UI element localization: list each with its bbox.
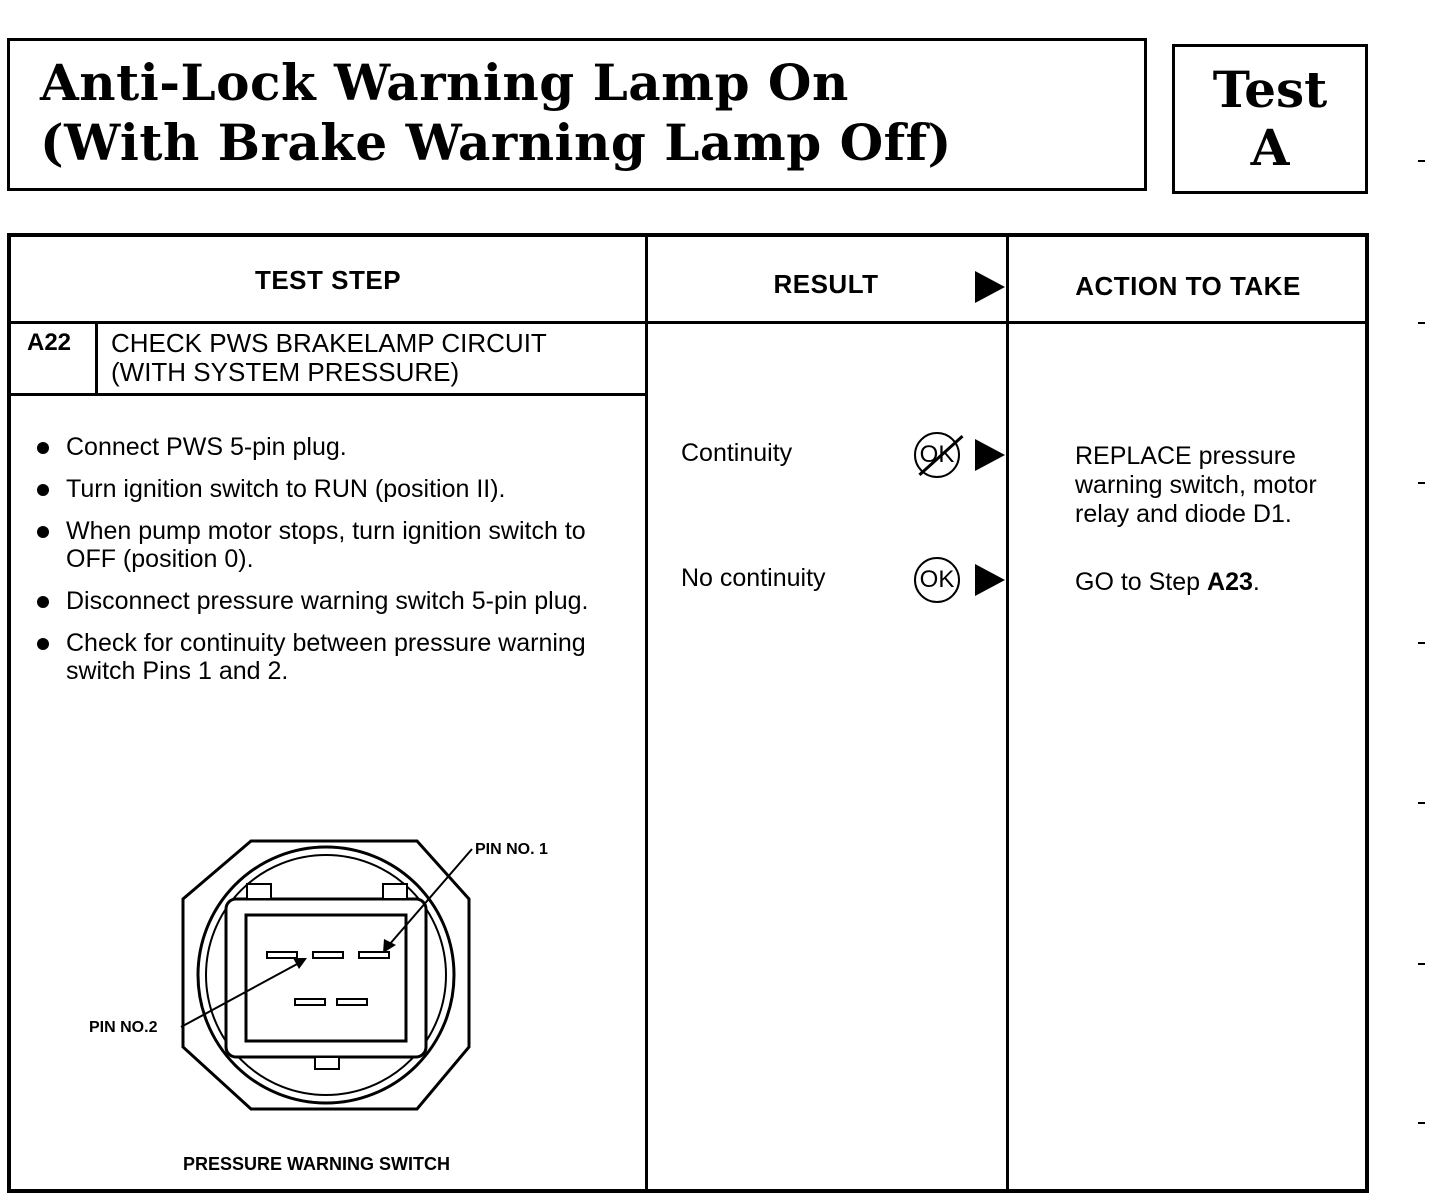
margin-tick bbox=[1418, 160, 1425, 162]
divider-col-1 bbox=[645, 237, 648, 1189]
step-id: A22 bbox=[27, 329, 72, 356]
header-row-divider bbox=[11, 321, 1365, 324]
result-no-continuity: No continuity bbox=[681, 564, 826, 592]
result-continuity: Continuity bbox=[681, 439, 793, 467]
result-arrow-icon bbox=[975, 564, 1005, 596]
action-go-to-step: GO to Step A23. bbox=[1075, 568, 1260, 596]
result-arrow-icon bbox=[975, 439, 1005, 471]
title-line-1: Anti-Lock Warning Lamp On bbox=[40, 53, 849, 112]
step-title bbox=[111, 329, 547, 387]
connector-key bbox=[315, 1057, 339, 1069]
instruction-list bbox=[31, 433, 631, 699]
ok-crossed-icon bbox=[914, 432, 960, 478]
margin-tick bbox=[1418, 1122, 1425, 1124]
margin-tick bbox=[1418, 642, 1425, 644]
action-replace: REPLACE pressure warning switch, motor relay and diode D1. bbox=[1075, 442, 1317, 528]
divider-col-2 bbox=[1006, 237, 1009, 1189]
test-id-box bbox=[1172, 44, 1368, 194]
pressure-switch-diagram bbox=[71, 827, 548, 1147]
pin-slot bbox=[337, 999, 367, 1005]
instruction-item: Disconnect pressure warning switch 5-pin plug. bbox=[31, 587, 631, 615]
instruction-item: Connect PWS 5-pin plug. bbox=[31, 433, 631, 461]
instruction-item: Check for continuity between pressure warning switch Pins 1 and 2. bbox=[31, 629, 631, 685]
instruction-item: Turn ignition switch to RUN (position II). bbox=[31, 475, 631, 503]
pin-slot bbox=[295, 999, 325, 1005]
pin2-label: PIN NO.2 bbox=[89, 1019, 158, 1036]
header-arrow-icon bbox=[975, 271, 1005, 303]
connector-latch-right bbox=[383, 884, 407, 899]
connector-latch-left bbox=[247, 884, 271, 899]
header-action: ACTION TO TAKE bbox=[1075, 271, 1301, 301]
pin-slot bbox=[313, 952, 343, 958]
test-word: Test bbox=[1212, 60, 1328, 119]
pin-slot bbox=[359, 952, 389, 958]
pin1-label: PIN NO. 1 bbox=[475, 841, 548, 858]
step-title-divider bbox=[11, 393, 645, 396]
title-box bbox=[7, 38, 1147, 191]
step-reference: A23 bbox=[1207, 568, 1253, 596]
step-id-divider bbox=[95, 321, 98, 393]
instruction-item: When pump motor stops, turn ignition switch to OFF (position 0). bbox=[31, 517, 631, 573]
margin-tick bbox=[1418, 322, 1425, 324]
ok-mark-text: OK bbox=[919, 441, 955, 468]
title-line-2: (With Brake Warning Lamp Off) bbox=[40, 113, 952, 172]
step-title-line-2: (WITH SYSTEM PRESSURE) bbox=[111, 357, 460, 387]
header-test-step: TEST STEP bbox=[254, 265, 402, 295]
page-title bbox=[40, 53, 952, 173]
ok-icon bbox=[914, 557, 960, 603]
margin-tick bbox=[1418, 963, 1425, 965]
margin-tick bbox=[1418, 802, 1425, 804]
test-letter: A bbox=[1250, 118, 1290, 177]
step-title-line-1: CHECK PWS BRAKELAMP CIRCUIT bbox=[111, 328, 547, 358]
header-result: RESULT bbox=[773, 269, 879, 299]
diagram-caption: PRESSURE WARNING SWITCH bbox=[183, 1154, 451, 1174]
procedure-table bbox=[7, 233, 1369, 1193]
pin-slot bbox=[267, 952, 297, 958]
ok-mark-text: OK bbox=[919, 566, 955, 593]
margin-tick bbox=[1418, 482, 1425, 484]
